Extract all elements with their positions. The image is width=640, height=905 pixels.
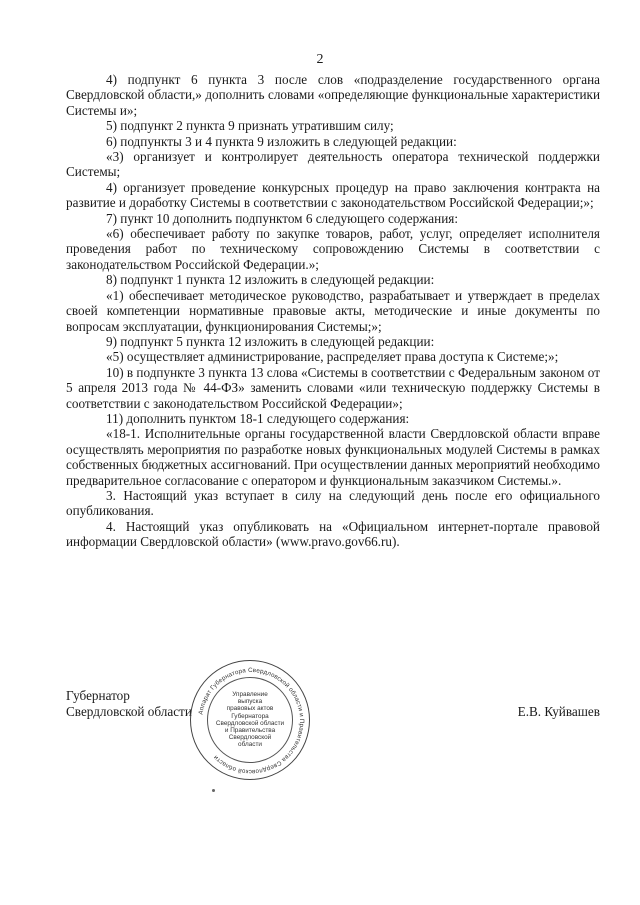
paragraph: 10) в подпункте 3 пункта 13 слова «Системы в соответствии с Федеральным законом от 5 апреля 2013 года № 44-ФЗ» заменить словами «или техническую поддержку Системы в соответствии с законодательством Российской Федерации»; [66,364,600,411]
document-body [66,72,600,550]
paragraph: «1) обеспечивает методическое руководство, разрабатывает и утверждает в пределах своей компетенции нормативные правовые акты, методические и иные документы по вопросам эксплуатации, функционирования Системы;»; [66,287,600,334]
paragraph: 5) подпункт 2 пункта 9 признать утратившим силу; [106,118,394,134]
seal-center-text: Управление выпуска правовых актов Губернатора Свердловской области и Правительства Свердловской области [215,691,285,749]
paragraph: 9) подпункт 5 пункта 12 изложить в следующей редакции: [106,333,435,349]
paragraph: 8) подпункт 1 пункта 12 изложить в следующей редакции: [106,272,435,288]
official-seal [190,660,310,780]
svg-text:Аппарат Губернатора Свердловск: Аппарат Губернатора Свердловской области и Правительства Свердловской области [197,666,306,776]
paragraph: 4. Настоящий указ опубликовать на «Официальном интернет-портале правовой информации Свердловской области» (www.pravo.gov66.ru). [66,518,600,550]
paragraph: 11) дополнить пунктом 18-1 следующего содержания: [106,410,410,426]
paragraph: «5) осуществляет администрирование, распределяет права доступа к Системе;»; [106,349,559,365]
position-line: Губернатор [66,688,130,703]
paragraph: 4) организует проведение конкурсных процедур на право заключения контракта на развитие и доработку Системы в соответствии с законодательством Российской Федерации;»; [66,179,600,211]
paragraph: 7) пункт 10 дополнить подпунктом 6 следующего содержания: [106,210,458,226]
paragraph: 3. Настоящий указ вступает в силу на следующий день после его официального опубликования. [66,487,600,519]
scan-speck [212,789,215,792]
paragraph: «3) организует и контролирует деятельность оператора технической поддержки Системы; [66,149,600,180]
signatory-name: Е.В. Куйвашев [517,704,600,719]
signatory-position [66,688,192,720]
signature-block [66,688,600,788]
paragraph: «18-1. Исполнительные органы государственной власти Свердловской области вправе осуществлять мероприятия по разработке новых функциональных модулей Системы в рамках собственных бюджетных ассигнований. При осуществлении данных мероприятий необходимо предварительное согласование с оператором и функциональным заказчиком Системы.». [66,426,601,488]
paragraph: «6) обеспечивает работу по закупке товаров, работ, услуг, определяет исполнителя проведения работ по техническому сопровождению Системы в соответствии с законодательством Российской Федерации.»; [66,226,600,272]
position-line: Свердловской области [66,704,192,719]
paragraph: 4) подпункт 6 пункта 3 после слов «подразделение государственного органа Свердловской области,» дополнить словами «определяющие функциональные характеристики Системы и»; [66,72,600,118]
paragraph: 6) подпункты 3 и 4 пункта 9 изложить в следующей редакции: [106,133,457,149]
page-number: 2 [316,52,324,67]
